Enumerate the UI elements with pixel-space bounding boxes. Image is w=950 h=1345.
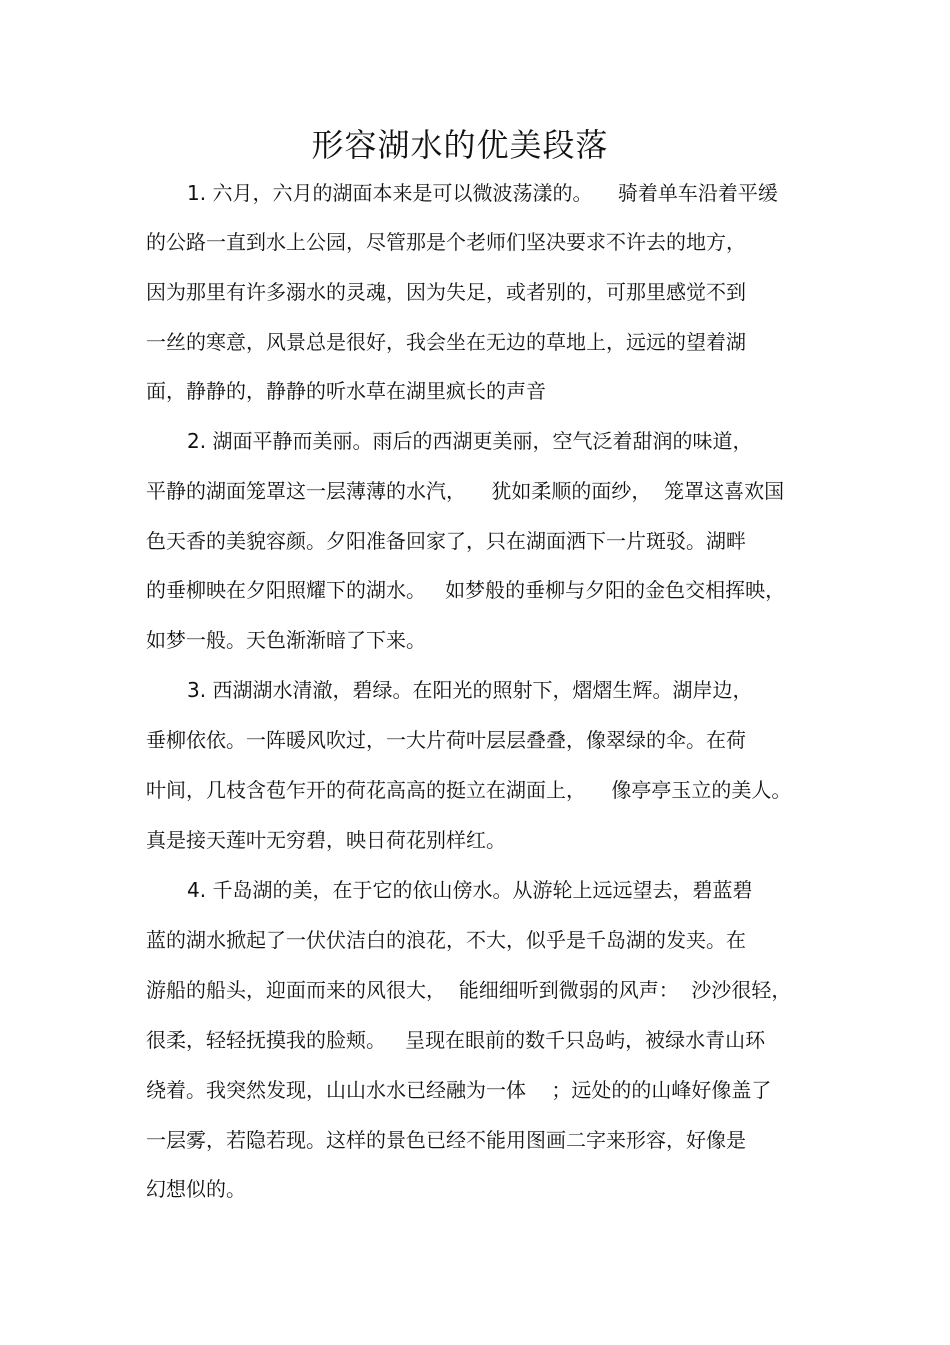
paragraph-line: 3. 西湖湖水清澈，碧绿。在阳光的照射下，熠熠生辉。湖岸边， [187,678,753,702]
paragraph-line: 色天香的美貌容颜。夕阳准备回家了，只在湖面洒下一片斑驳。湖畔 [146,529,746,553]
paragraph-line: 面，静静的，静静的听水草在湖里疯长的声音 [146,379,546,403]
paragraph-line: 如梦一般。天色渐渐暗了下来。 [146,628,426,652]
paragraph-line: 的垂柳映在夕阳照耀下的湖水。 如梦般的垂柳与夕阳的金色交相挥映， [146,578,786,602]
paragraph-line: 游船的船头，迎面而来的风很大， 能细细听到微弱的风声： 沙沙很轻， [146,978,792,1002]
paragraph-line: 的公路一直到水上公园，尽管那是个老师们坚决要求不许去的地方， [146,230,746,254]
paragraph-line: 一层雾，若隐若现。这样的景色已经不能用图画二字来形容，好像是 [146,1128,746,1152]
page-title: 形容湖水的优美段落 [311,126,609,164]
paragraph-line: 蓝的湖水掀起了一伏伏洁白的浪花，不大，似乎是千岛湖的发夹。在 [146,928,746,952]
paragraph-line: 因为那里有许多溺水的灵魂，因为失足，或者别的，可那里感觉不到 [146,280,746,304]
paragraph-line: 绕着。我突然发现，山山水水已经融为一体 ；远处的的山峰好像盖了 [146,1078,772,1102]
paragraph-line: 平静的湖面笼罩这一层薄薄的水汽， 犹如柔顺的面纱， 笼罩这喜欢国 [146,479,785,503]
paragraph-line: 2. 湖面平静而美丽。雨后的西湖更美丽，空气泛着甜润的味道， [187,429,753,453]
paragraph-line: 一丝的寒意，风景总是很好，我会坐在无边的草地上，远远的望着湖 [146,330,746,354]
paragraph-line: 1. 六月，六月的湖面本来是可以微波荡漾的。 骑着单车沿着平缓 [187,181,778,205]
paragraph-line: 真是接天莲叶无穷碧，映日荷花别样红。 [146,828,506,852]
paragraph-line: 很柔，轻轻抚摸我的脸颊。 呈现在眼前的数千只岛屿，被绿水青山环 [146,1028,766,1052]
paragraph-line: 叶间，几枝含苞乍开的荷花高高的挺立在湖面上， 像亭亭玉立的美人。 [146,778,792,802]
paragraph-line: 幻想似的。 [146,1177,246,1201]
paragraph-line: 4. 千岛湖的美，在于它的依山傍水。从游轮上远远望去，碧蓝碧 [187,878,753,902]
paragraph-line: 垂柳依依。一阵暖风吹过，一大片荷叶层层叠叠，像翠绿的伞。在荷 [146,728,746,752]
